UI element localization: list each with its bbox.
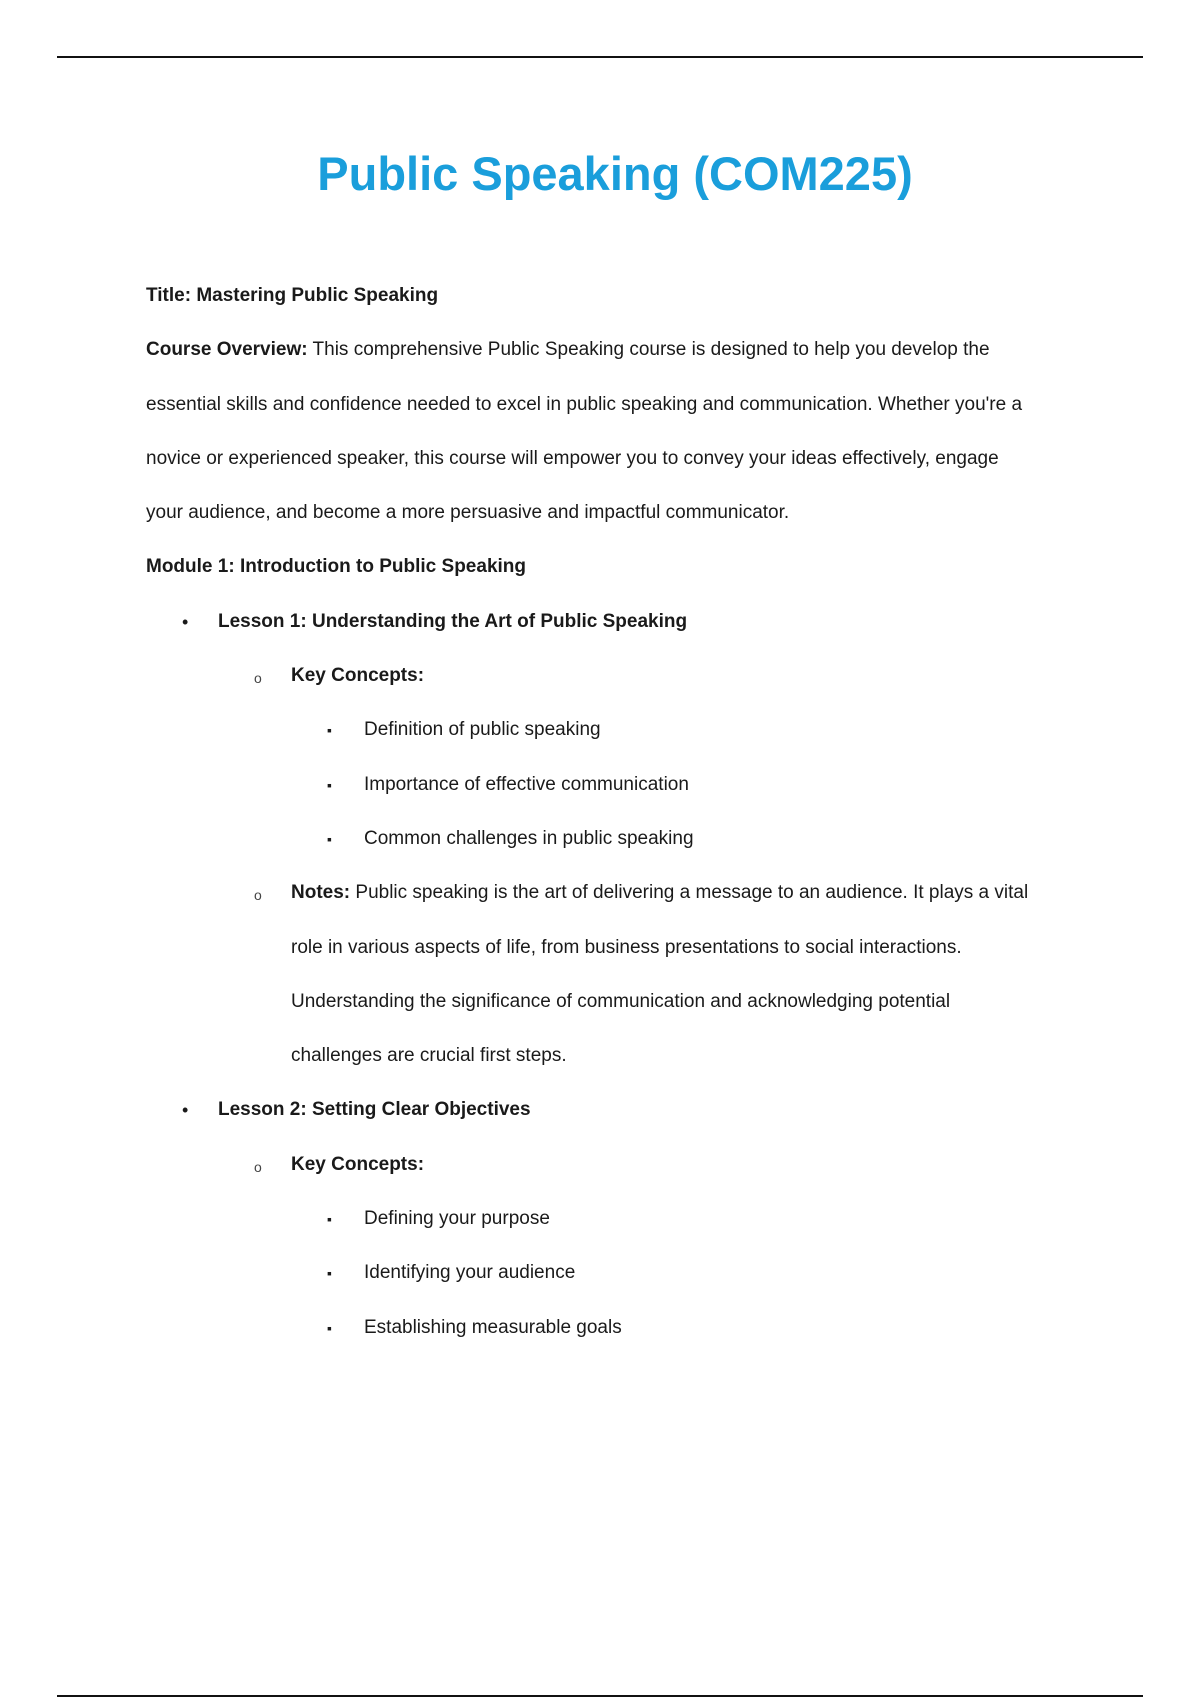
concept-text: Identifying your audience [364, 1262, 576, 1284]
concept-item [291, 703, 1106, 757]
concept-list [291, 1192, 1106, 1355]
top-rule [57, 56, 1143, 58]
lesson-title: Lesson 1: Understanding the Art of Public Speaking [218, 610, 688, 632]
overview-line-4: your audience, and become a more persuasive and impactful communicator. [146, 502, 790, 524]
bullet-square-icon: ▪ [327, 776, 332, 793]
concept-text: Defining your purpose [364, 1208, 550, 1230]
bullet-square-icon: ▪ [327, 1265, 332, 1282]
lesson-item [146, 595, 1106, 1084]
bullet-dot-icon: • [182, 611, 189, 632]
bullet-circle-icon: o [254, 670, 262, 687]
lesson-item [146, 1083, 1106, 1354]
concept-text: Establishing measurable goals [364, 1316, 622, 1338]
overview-text: This comprehensive Public Speaking course is designed to help you develop the [312, 339, 990, 361]
notes-line-2: role in various aspects of life, from business presentations to social interactions. [291, 936, 962, 958]
page-title: Public Speaking (COM225) [317, 147, 913, 200]
bullet-square-icon: ▪ [327, 1211, 332, 1228]
key-concepts-label: Key Concepts: [291, 665, 425, 687]
lesson-sublist [218, 1138, 1106, 1355]
course-title-label: Title: [146, 285, 192, 306]
course-title-line [146, 269, 1106, 323]
lesson-list [146, 595, 1106, 1355]
notes-line-4: challenges are crucial first steps. [291, 1045, 567, 1067]
lesson-sublist [218, 649, 1106, 1083]
overview-line-1 [146, 323, 1106, 377]
bullet-circle-icon: o [254, 1158, 262, 1175]
concept-item [291, 1301, 1106, 1355]
notes-text: Public speaking is the art of delivering a message to an audience. It plays a vital [355, 882, 1029, 904]
key-concepts-label: Key Concepts: [291, 1153, 425, 1175]
course-title-value: Mastering Public Speaking [196, 285, 439, 306]
concept-item [291, 758, 1106, 812]
notes-label: Notes: [291, 882, 351, 904]
module-heading: Module 1: Introduction to Public Speaking [146, 556, 526, 578]
concept-text: Definition of public speaking [364, 719, 601, 741]
concept-text: Importance of effective communication [364, 773, 689, 795]
concept-item [291, 812, 1106, 866]
bullet-square-icon: ▪ [327, 722, 332, 739]
notes-item [218, 866, 1106, 1083]
overview-line-2: essential skills and confidence needed to excel in public speaking and communication. Whether you're a [146, 393, 1023, 415]
bottom-rule [57, 1695, 1143, 1697]
concept-item [291, 1192, 1106, 1246]
key-concepts-item [218, 1138, 1106, 1355]
overview-label: Course Overview: [146, 339, 308, 361]
notes-line-3: Understanding the significance of communication and acknowledging potential [291, 990, 951, 1012]
document-body [146, 269, 1106, 1355]
concept-list [291, 703, 1106, 866]
lesson-title: Lesson 2: Setting Clear Objectives [218, 1099, 531, 1121]
concept-item [291, 1246, 1106, 1300]
bullet-square-icon: ▪ [327, 1319, 332, 1336]
bullet-circle-icon: o [254, 887, 262, 904]
key-concepts-item [218, 649, 1106, 866]
notes-line-1 [291, 866, 1106, 920]
overview-line-3: novice or experienced speaker, this course will empower you to convey your ideas effectively, engage [146, 447, 999, 469]
concept-text: Common challenges in public speaking [364, 827, 694, 849]
bullet-dot-icon: • [182, 1100, 189, 1121]
bullet-square-icon: ▪ [327, 830, 332, 847]
